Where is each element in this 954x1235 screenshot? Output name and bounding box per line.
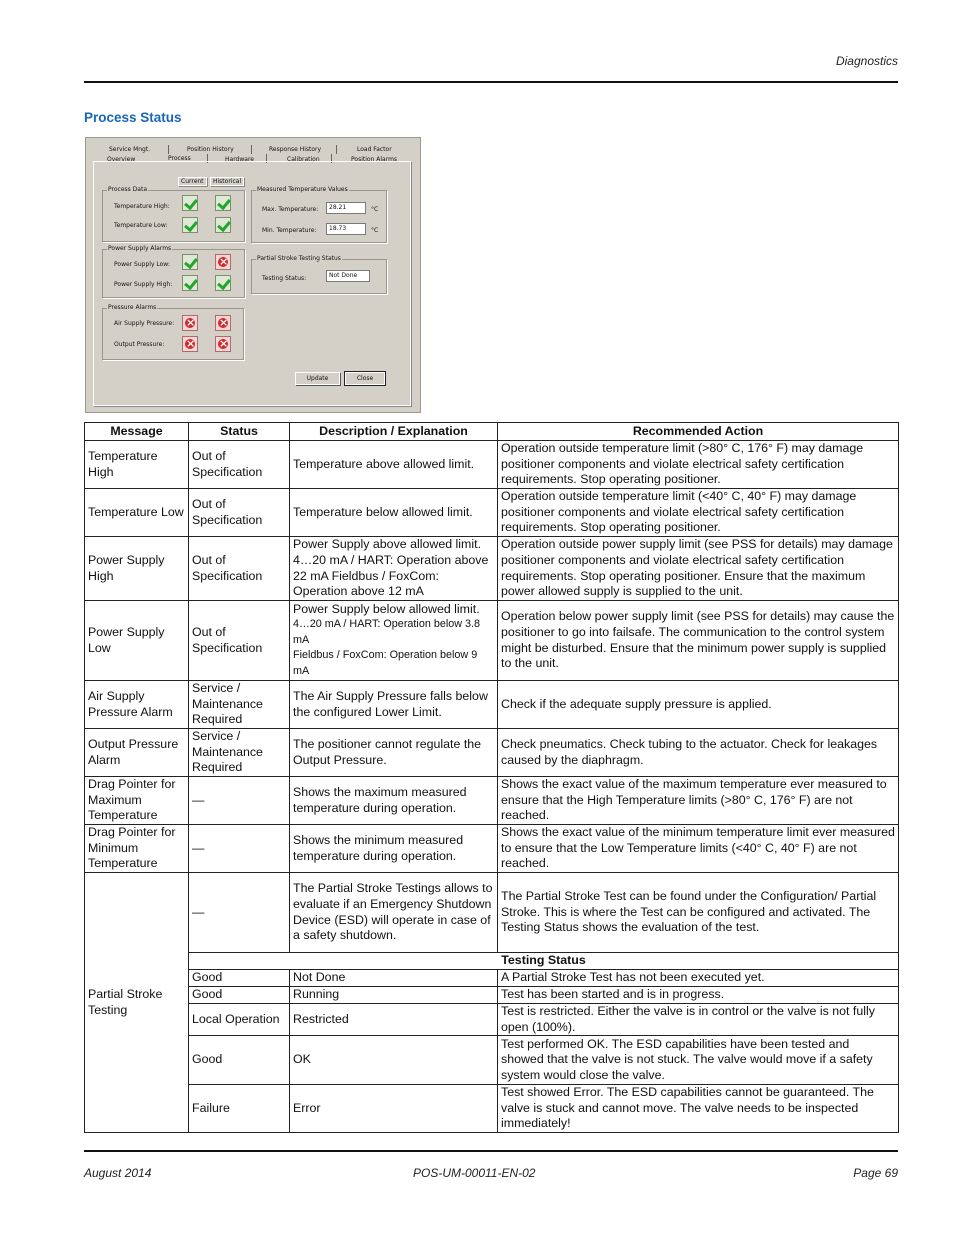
- footer-rule: [84, 1150, 898, 1152]
- action-cell: Operation outside power supply limit (see PSS for details) may damage positioner components and violate electrical safety certification requirements. Stop operating positioner. Ensure that the maximum power allowed supply is supplied to the unit.: [498, 537, 899, 601]
- air-supply-pressure-label: Air Supply Pressure:: [114, 320, 175, 327]
- status-cell: Good: [189, 987, 290, 1004]
- table-header-row: [85, 423, 899, 441]
- max-temperature-label: Max. Temperature:: [262, 206, 319, 213]
- description-cell: Shows the minimum measured temperature during operation.: [290, 825, 498, 873]
- close-button[interactable]: Close: [345, 372, 385, 385]
- table-row: [85, 729, 899, 777]
- message-cell: Temperature Low: [85, 489, 189, 537]
- table-row: [85, 970, 899, 987]
- table-row: [85, 1004, 899, 1036]
- ok-check-icon: [182, 195, 198, 211]
- output-pressure-label: Output Pressure:: [114, 341, 165, 348]
- error-x-icon: [215, 315, 231, 331]
- action-cell: Check if the adequate supply pressure is applied.: [498, 681, 899, 729]
- action-cell: Test is restricted. Either the valve is in control or the valve is not fully open (100%).: [498, 1004, 899, 1036]
- update-button[interactable]: Update: [295, 372, 340, 385]
- table-row: [85, 537, 899, 601]
- group-title: Process Data: [108, 186, 147, 193]
- message-cell: Temperature High: [85, 441, 189, 489]
- description-cell: The Partial Stroke Testings allows to evaluate if an Emergency Shutdown Device (ESD) will operate in case of a safety shutdown.: [290, 873, 498, 953]
- status-cell: Out of Specification: [189, 489, 290, 537]
- min-temperature-label: Min. Temperature:: [262, 227, 317, 234]
- testing-status-field: Not Done: [326, 270, 370, 282]
- description-cell: The positioner cannot regulate the Output Pressure.: [290, 729, 498, 777]
- message-cell: Drag Pointer for Minimum Temperature: [85, 825, 189, 873]
- min-temperature-field: 18.73: [326, 223, 366, 235]
- tab-overview[interactable]: Overview: [107, 156, 136, 163]
- action-cell: Operation outside temperature limit (<40° C, 40° F) may damage positioner components and violate electrical safety certification requirements. Stop operating positioner.: [498, 489, 899, 537]
- status-cell: Good: [189, 970, 290, 987]
- tab-position-alarms[interactable]: Position Alarms: [351, 156, 398, 163]
- running-header: Diagnostics: [835, 54, 898, 68]
- measured-temperature-group: [251, 186, 387, 243]
- power-supply-low-label: Power Supply Low:: [114, 261, 170, 268]
- tab-load-factor[interactable]: Load Factor: [357, 146, 392, 153]
- status-cell: —: [189, 825, 290, 873]
- message-cell: Output Pressure Alarm: [85, 729, 189, 777]
- table-row: [85, 873, 899, 953]
- tab-process[interactable]: Process: [168, 155, 191, 162]
- testing-status-header: Testing Status: [189, 953, 899, 970]
- group-title: Measured Temperature Values: [257, 186, 348, 193]
- ok-check-icon: [215, 217, 231, 233]
- message-cell: Air Supply Pressure Alarm: [85, 681, 189, 729]
- status-cell: Out of Specification: [189, 441, 290, 489]
- column-header: Status: [189, 423, 290, 441]
- description-cell: Power Supply above allowed limit. 4…20 mA / HART: Operation above 22 mA Fieldbus / FoxCom: Operation above 12 mA: [290, 537, 498, 601]
- description-detail: 4…20 mA / HART: Operation below 3.8 mA: [293, 618, 481, 646]
- description-cell: Not Done: [290, 970, 498, 987]
- tab-divider: [168, 145, 169, 154]
- description-cell: Shows the maximum measured temperature during operation.: [290, 777, 498, 825]
- tab-calibration[interactable]: Calibration: [287, 156, 320, 163]
- section-title: Process Status: [84, 110, 182, 125]
- status-cell: Service / Maintenance Required: [189, 681, 290, 729]
- unit-label: °C: [371, 227, 379, 234]
- description-cell: Temperature above allowed limit.: [290, 441, 498, 489]
- status-cell: Out of Specification: [189, 601, 290, 681]
- error-x-icon: [182, 336, 198, 352]
- temperature-high-label: Temperature High:: [114, 203, 170, 210]
- message-cell: Power Supply High: [85, 537, 189, 601]
- message-cell: Power Supply Low: [85, 601, 189, 681]
- status-cell: Good: [189, 1036, 290, 1085]
- column-header: Description / Explanation: [290, 423, 498, 441]
- status-cell: Local Operation: [189, 1004, 290, 1036]
- description-main: Power Supply below allowed limit.: [293, 601, 480, 616]
- max-temperature-field: 28.21: [326, 202, 366, 214]
- table-row: [85, 1036, 899, 1085]
- testing-status-label: Testing Status:: [262, 275, 307, 282]
- header-rule: [84, 81, 898, 83]
- table-row: [85, 489, 899, 537]
- ok-check-icon: [215, 195, 231, 211]
- ok-check-icon: [215, 275, 231, 291]
- action-cell: Operation outside temperature limit (>80° C, 176° F) may damage positioner components and violate electrical safety certification requirements. Stop operating positioner.: [498, 441, 899, 489]
- table-row: [85, 441, 899, 489]
- description-cell: Restricted: [290, 1004, 498, 1036]
- error-x-icon: [215, 336, 231, 352]
- tab-response-history[interactable]: Response History: [269, 146, 322, 153]
- table-row: [85, 987, 899, 1004]
- ok-check-icon: [182, 254, 198, 270]
- process-status-dialog: [85, 137, 421, 413]
- action-cell: Shows the exact value of the minimum temperature limit ever measured to ensure that the Low Temperature limits (<40° C, 40° F) are not reached.: [498, 825, 899, 873]
- group-title: Partial Stroke Testing Status: [257, 255, 341, 262]
- action-cell: Shows the exact value of the maximum temperature ever measured to ensure that the High Temperature limits (>80° C, 176° F) are not reached.: [498, 777, 899, 825]
- status-cell: Service / Maintenance Required: [189, 729, 290, 777]
- ok-check-icon: [182, 275, 198, 291]
- temperature-low-label: Temperature Low:: [114, 222, 168, 229]
- action-cell: Test showed Error. The ESD capabilities cannot be guaranteed. The valve is stuck and cannot move. The valve needs to be inspected immediately!: [498, 1085, 899, 1133]
- group-title: Pressure Alarms: [108, 304, 157, 311]
- table-row: [85, 681, 899, 729]
- action-cell: Test performed OK. The ESD capabilities have been tested and showed that the valve is not stuck. The valve would move if a safety system would close the valve.: [498, 1036, 899, 1085]
- action-cell: Check pneumatics. Check tubing to the actuator. Check for leakages caused by the diaphragm.: [498, 729, 899, 777]
- status-cell: —: [189, 777, 290, 825]
- description-cell: Running: [290, 987, 498, 1004]
- power-supply-high-label: Power Supply High:: [114, 281, 173, 288]
- ok-check-icon: [182, 217, 198, 233]
- process-status-table: [84, 422, 899, 1133]
- description-cell: The Air Supply Pressure falls below the configured Lower Limit.: [290, 681, 498, 729]
- tab-service-mngt[interactable]: Service Mngt.: [109, 146, 151, 153]
- action-cell: The Partial Stroke Test can be found under the Configuration/ Partial Stroke. This is where the Test can be configured and activated. The Testing Status shows the evaluation of the test.: [498, 873, 899, 953]
- column-header: Recommended Action: [498, 423, 899, 441]
- column-historical: Historical: [210, 177, 244, 186]
- footer-page-number: Page 69: [853, 1166, 898, 1180]
- tab-divider: [336, 145, 337, 154]
- table-row: [85, 601, 899, 681]
- action-cell: A Partial Stroke Test has not been executed yet.: [498, 970, 899, 987]
- tab-position-history[interactable]: Position History: [187, 146, 234, 153]
- footer-doc-id: POS-UM-00011-EN-02: [413, 1166, 536, 1180]
- description-detail: Fieldbus / FoxCom: Operation below 9 mA: [293, 649, 478, 677]
- unit-label: °C: [371, 206, 379, 213]
- group-title: Power Supply Alarms: [108, 245, 172, 252]
- table-row: [85, 1085, 899, 1133]
- tab-divider: [251, 145, 252, 154]
- error-x-icon: [215, 254, 231, 270]
- action-cell: Operation below power supply limit (see PSS for details) may cause the positioner to go into failsafe. The communication to the control system might be disturbed. Ensure that the minimum power supply is supplied to the unit.: [498, 601, 899, 681]
- action-cell: Test has been started and is in progress.: [498, 987, 899, 1004]
- testing-status-header-row: [85, 953, 899, 970]
- message-cell: Partial Stroke Testing: [85, 873, 189, 1133]
- status-cell: —: [189, 873, 290, 953]
- status-cell: Failure: [189, 1085, 290, 1133]
- message-cell: Drag Pointer for Maximum Temperature: [85, 777, 189, 825]
- footer-date: August 2014: [84, 1166, 152, 1180]
- description-cell: OK: [290, 1036, 498, 1085]
- description-cell: Temperature below allowed limit.: [290, 489, 498, 537]
- error-x-icon: [182, 315, 198, 331]
- column-current: Current: [178, 177, 207, 186]
- table-row: [85, 825, 899, 873]
- description-cell: [290, 601, 498, 681]
- description-cell: Error: [290, 1085, 498, 1133]
- column-header: Message: [85, 423, 189, 441]
- status-cell: Out of Specification: [189, 537, 290, 601]
- table-row: [85, 777, 899, 825]
- tab-hardware[interactable]: Hardware: [225, 156, 254, 163]
